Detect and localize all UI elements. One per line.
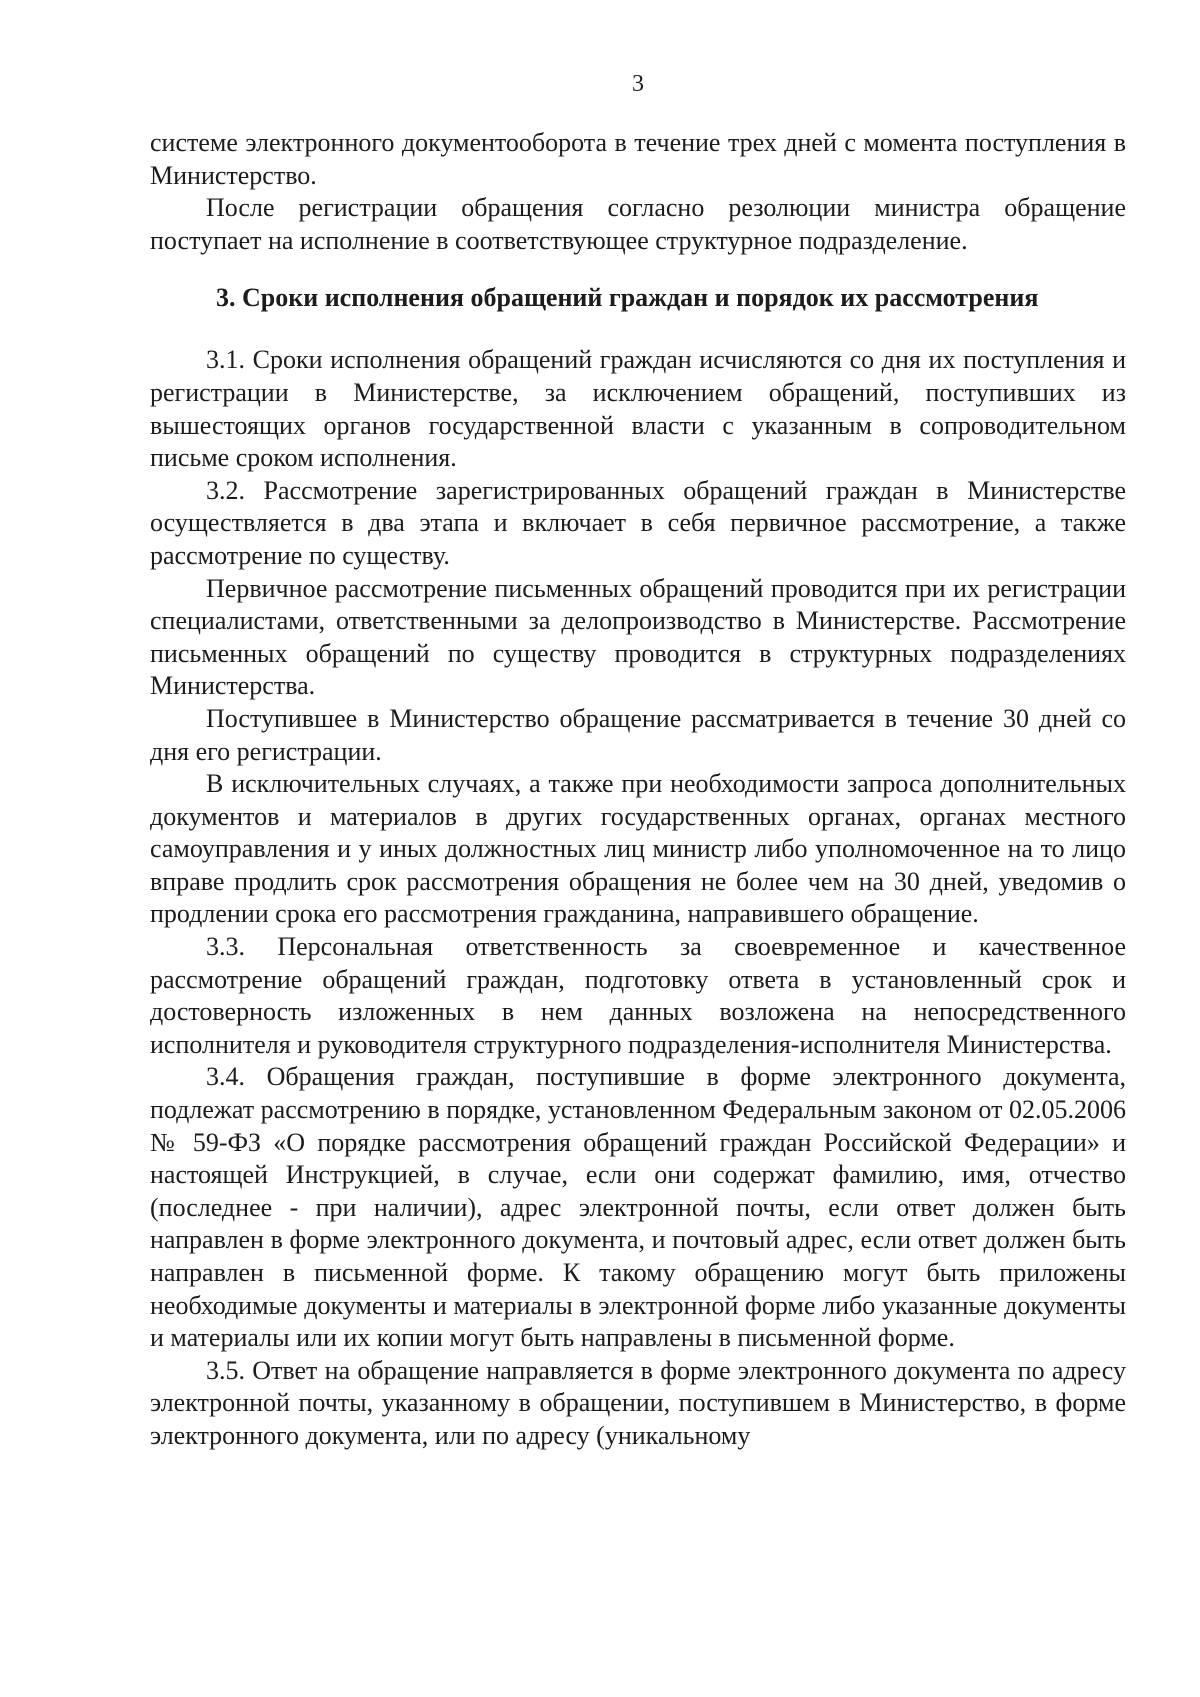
paragraph-3-1: 3.1. Сроки исполнения обращений граждан исчисляются со дня их поступления и регистрации в Министерстве, за исключением обращений, поступивших из вышестоящих органов государственной власти с указанным в сопроводительном письме сроком исполнения.	[150, 345, 1126, 473]
paragraph-registration-resolution: После регистрации обращения согласно резолюции министра обращение поступает на исполнение в соответствующее структурное подразделение.	[150, 193, 1126, 255]
paragraph-extension: В исключительных случаях, а также при необходимости запроса дополнительных документов и материалов в других государственных органах, органах местного самоуправления и у иных должностных лиц министр либо уполномоченное на то лицо вправе продлить срок рассмотрения обращения не более чем на 30 дней, уведомив о продлении срока его рассмотрения гражданина, направившего обращение.	[150, 769, 1126, 929]
document-body	[150, 127, 1126, 1453]
paragraph-3-5: 3.5. Ответ на обращение направляется в форме электронного документа по адресу электронной почты, указанному в обращении, поступившем в Министерство, в форме электронного документа, или по адресу (уникальному	[150, 1355, 1126, 1450]
spacer	[150, 257, 1126, 282]
paragraph-3-3: 3.3. Персональная ответственность за своевременное и качественное рассмотрение обращений граждан, подготовку ответа в установленный срок и достоверность изложенных в нем данных возложена на непосредственного исполнителя и руководителя структурного подразделения-исполнителя Министерства.	[150, 932, 1126, 1059]
paragraph-continuation: системе электронного документооборота в течение трех дней с момента поступления в Министерство.	[150, 128, 1126, 190]
paragraph-3-4: 3.4. Обращения граждан, поступившие в форме электронного документа, подлежат рассмотрению в порядке, установленном Федеральным законом от 02.05.2006 № 59-ФЗ «О порядке рассмотрения обращений граждан Российской Федерации» и настоящей Инструкцией, в случае, если они содержат фамилию, имя, отчество (последнее - при наличии), адрес электронной почты, если ответ должен быть направлен в форме электронного документа, и почтовый адрес, если ответ должен быть направлен в письменной форме. К такому обращению могут быть приложены необходимые документы и материалы в электронной форме либо указанные документы и материалы или их копии могут быть направлены в письменной форме.	[150, 1062, 1126, 1353]
paragraph-primary-review: Первичное рассмотрение письменных обращений проводится при их регистрации специалистами, ответственными за делопроизводство в Министерстве. Рассмотрение письменных обращений по существу проводится в структурных подразделениях Министерства.	[150, 573, 1126, 701]
spacer	[150, 314, 1126, 344]
section-heading: 3. Сроки исполнения обращений граждан и порядок их рассмотрения	[216, 283, 1039, 313]
paragraph-review-term: Поступившее в Министерство обращение рассматривается в течение 30 дней со дня его регистрации.	[150, 703, 1126, 766]
page-number: 3	[632, 71, 644, 97]
paragraph-3-2: 3.2. Рассмотрение зарегистрированных обращений граждан в Министерстве осуществляется в два этапа и включает в себя первичное рассмотрение, а также рассмотрение по существу.	[150, 475, 1126, 570]
